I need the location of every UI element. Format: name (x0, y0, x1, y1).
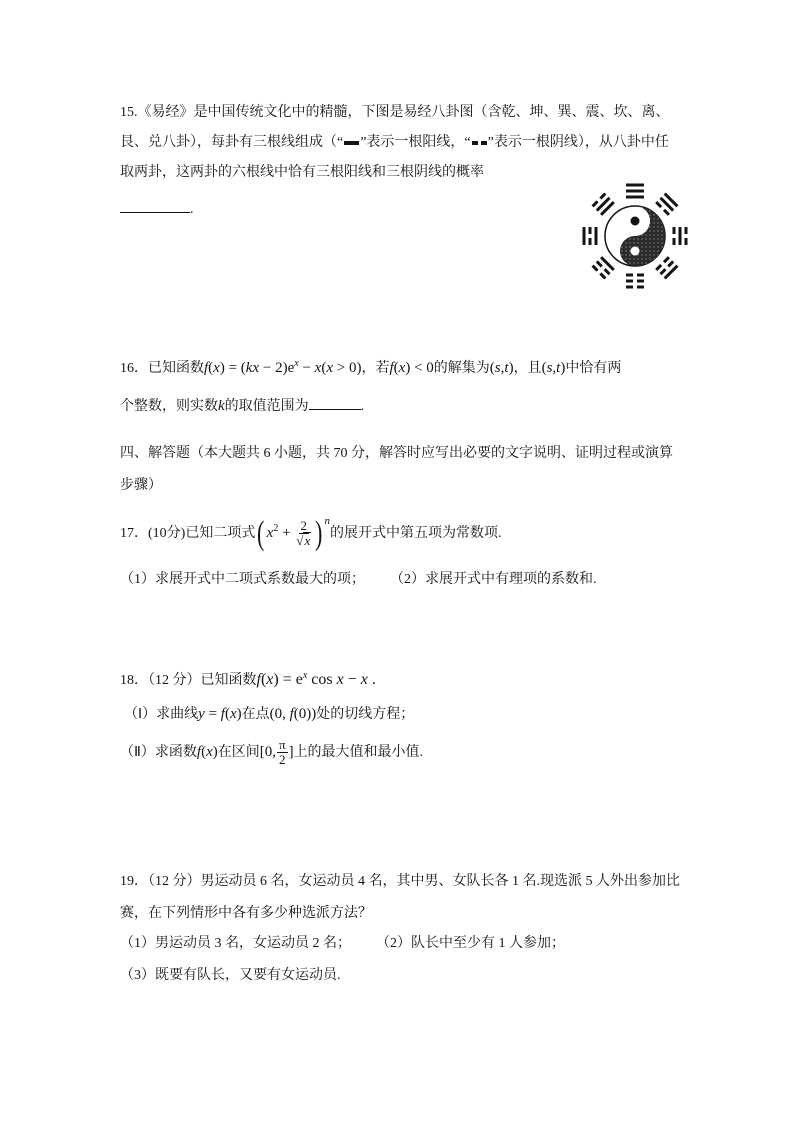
trigram (626, 274, 644, 289)
q18-text: 在点 (241, 707, 270, 722)
math-token: = (204, 706, 221, 722)
fraction (295, 519, 312, 548)
trigram-yin-line (663, 256, 670, 263)
exponent: x (294, 358, 299, 369)
q15-line-1: 15.《易经》是中国传统文化中的精髓，下图是易经八卦图（含乾、坤、巽、震、坎、离、 (120, 105, 670, 120)
math-token: , (552, 360, 557, 376)
math-token: ) (560, 360, 566, 376)
left-paren: ( (257, 514, 265, 552)
yang-eye (631, 247, 640, 256)
yin-eye (631, 217, 640, 226)
math-token: x (266, 671, 274, 688)
q16-answer-end: . (360, 399, 365, 414)
trigram-yang-line (664, 265, 679, 280)
math-token: ) (212, 744, 218, 760)
math-token: − (298, 360, 315, 376)
q16-lead: 16．已知函数 (120, 361, 204, 376)
q17-line-1 (120, 513, 502, 553)
q19-part-1: （1）男运动员 3 名，女运动员 2 名； (120, 936, 351, 951)
interval-formula (490, 360, 514, 376)
q15-text: 艮、兑八卦），每卦有三根线组成（“ (120, 135, 344, 150)
math-token: x (398, 360, 406, 376)
math-token: x (213, 360, 220, 376)
trigram-yin-line (685, 238, 688, 245)
trigram-yang-line (626, 196, 644, 199)
answer-blank[interactable] (120, 197, 190, 213)
exponent: 2 (273, 523, 279, 534)
trigram-yin-line (637, 280, 644, 283)
q16-text: ，且 (513, 361, 542, 376)
trigram-yin-line (626, 274, 633, 277)
math-token: ) (508, 360, 514, 376)
trigram (673, 227, 688, 245)
trigram-yang-line (600, 256, 615, 271)
math-token: s (494, 360, 501, 376)
trigram-yang-line (583, 227, 586, 245)
q17-part-2: （2）求展开式中有理项的系数和. (390, 572, 597, 587)
trigram-yin-line (655, 201, 662, 208)
q16-text: 的解集为 (433, 361, 490, 376)
yin-line-segment (481, 141, 487, 145)
math-token: − (343, 671, 361, 688)
math-token: ) (236, 706, 242, 722)
q16-text: 个整数，则实数 (120, 399, 218, 414)
math-token: x (229, 706, 237, 722)
function-formula (204, 360, 361, 376)
math-token: f (196, 744, 202, 760)
function-formula (197, 744, 218, 760)
math-token: , (500, 360, 505, 376)
inequality-formula (389, 360, 433, 376)
binomial-expression (255, 514, 331, 552)
math-token: − 2)e (259, 360, 295, 376)
trigram-yin-line (655, 264, 662, 271)
yin-line-segment (472, 141, 478, 145)
q15-answer-end: . (190, 202, 194, 217)
math-token: ( (201, 744, 207, 760)
math-token: ( (224, 706, 230, 722)
yin-yang-symbol (605, 206, 665, 266)
q18-text: （Ⅰ）求曲线 (124, 707, 199, 722)
section-heading: 四、解答题（本大题共 6 小题，共 70 分，解答时应写出必要的文字说明、证明过程或演算 (120, 446, 673, 461)
radicand: x (304, 533, 311, 549)
math-token: t (556, 360, 561, 376)
q15-text: ”表示一根阴线），从八卦中任 (487, 135, 669, 150)
q19-part-2: （2）队长中至少有 1 人参加； (376, 936, 565, 951)
math-token: x (314, 360, 322, 376)
math-token: (0, (269, 706, 290, 722)
q16-text: 的取值范围为 (224, 399, 309, 414)
math-token: f (204, 360, 209, 376)
yin-line-symbol (472, 141, 487, 145)
fraction-numerator: π (278, 737, 286, 753)
math-token: > 0) (333, 360, 362, 376)
trigram (592, 256, 615, 279)
trigram-yin-line (626, 280, 633, 283)
trigram-yang-line (679, 227, 682, 245)
trigram-yin-line (667, 260, 674, 267)
radical-sign: √ (296, 533, 304, 549)
trigram-yin-line (659, 268, 666, 275)
math-token: f (256, 671, 261, 688)
trigram-yang-line (595, 227, 598, 245)
trigram-yang-line (626, 184, 644, 187)
interval-formula (542, 360, 566, 376)
q16-line-2 (120, 394, 364, 414)
math-token: x (206, 744, 213, 760)
trigram-yin-line (599, 193, 606, 200)
math-token: f (220, 706, 225, 722)
variable-k: k (218, 398, 225, 414)
trigram (626, 184, 644, 199)
q15-answer-line (120, 197, 194, 217)
math-token: ( (393, 360, 399, 376)
trigram (655, 256, 678, 279)
trigram-yin-line (637, 286, 644, 289)
q16-text: 中恰有两 (565, 361, 622, 376)
trigram-yin-line (592, 200, 599, 207)
trigram-yang-line (626, 190, 644, 193)
function-formula (257, 671, 376, 688)
fraction-denominator: 2 (279, 752, 286, 768)
math-token: x (336, 671, 344, 688)
trigram-yin-line (592, 265, 599, 272)
interval-formula (259, 737, 294, 768)
q15-text: ”表示一根阳线，“ (360, 135, 471, 150)
trigram-yin-line (673, 227, 676, 234)
math-token: ( (208, 360, 214, 376)
fraction-denominator (295, 534, 312, 548)
q18-text: 处的切线方程； (316, 707, 415, 722)
q17-lead: 17．(10分)已知二项式 (120, 526, 256, 541)
trigram-yin-line (673, 238, 676, 245)
q18-part-1 (124, 704, 414, 724)
math-token: ( (321, 360, 327, 376)
math-token: ] (288, 744, 294, 760)
math-token: ( (260, 671, 267, 688)
q18-text: （Ⅱ）求函数 (120, 745, 197, 760)
yang-line-symbol (344, 141, 359, 145)
math-token: . (367, 671, 376, 688)
answer-blank[interactable] (309, 394, 361, 410)
trigram-yin-line (589, 238, 592, 245)
q15-line-3: 取两卦，这两卦的六根线中恰有三根阳线和三根阴线的概率 (120, 165, 484, 180)
trigram-yin-line (685, 227, 688, 234)
trigram-yin-line (637, 274, 644, 277)
q19-line-2: 赛，在下列情形中各有多少种选派方法？ (120, 906, 372, 921)
math-token: ( (541, 360, 547, 376)
q17-part-1: （1）求展开式中二项式系数最大的项； (120, 572, 365, 587)
math-token: ( (489, 360, 495, 376)
math-token: kx (245, 360, 260, 376)
bagua-figure (577, 178, 693, 294)
trigram-yin-line (626, 286, 633, 289)
math-token: x (266, 525, 274, 541)
q19-part-3: （3）既要有队长，又要有女运动员. (120, 968, 341, 983)
math-token: y (198, 706, 205, 722)
q15-line-2 (120, 133, 669, 153)
trigram-yin-line (599, 272, 606, 279)
trigram (583, 227, 598, 245)
q16-line-1 (120, 358, 621, 378)
math-token: (0)) (293, 706, 317, 722)
curve-formula (198, 706, 241, 722)
trigram-yin-line (596, 260, 603, 267)
trigram-yin-line (589, 227, 592, 234)
math-token: ) < 0 (405, 360, 434, 376)
math-token: x (326, 360, 334, 376)
math-token: t (504, 360, 509, 376)
section-heading-cont: 步骤） (120, 478, 162, 493)
fraction (277, 738, 288, 767)
trigram (592, 193, 615, 216)
fraction-numerator: 2 (300, 518, 307, 534)
q16-text: ，若 (361, 361, 390, 376)
plus-sign: + (278, 525, 295, 541)
math-token: ) = ( (219, 360, 246, 376)
exponent: x (302, 670, 308, 681)
math-token: x (360, 671, 368, 688)
q18-part-2 (120, 737, 423, 767)
q18-lead: 18．（12 分）已知函数 (120, 673, 257, 688)
math-token: f (289, 706, 294, 722)
math-token: f (389, 360, 394, 376)
math-token: cos (307, 671, 337, 688)
math-token: s (546, 360, 553, 376)
q18-line-1 (120, 670, 376, 690)
trigram (655, 193, 678, 216)
trigram-yin-line (663, 209, 670, 216)
point-formula (270, 706, 317, 722)
trigram-yin-line (604, 268, 611, 275)
math-token: ) = e (273, 671, 303, 688)
q18-text: 上的最大值和最小值. (293, 745, 424, 760)
q18-text: 在区间 (217, 745, 260, 760)
q19-line-1: 19．（12 分）男运动员 6 名，女运动员 4 名，其中男、女队长各 1 名.现选派 5 人外出参加比 (120, 874, 680, 889)
binomial-exponent: n (324, 515, 331, 527)
math-token: [0, (259, 744, 276, 760)
q17-text: 的展开式中第五项为常数项. (330, 526, 502, 541)
right-paren: ) (315, 514, 323, 552)
